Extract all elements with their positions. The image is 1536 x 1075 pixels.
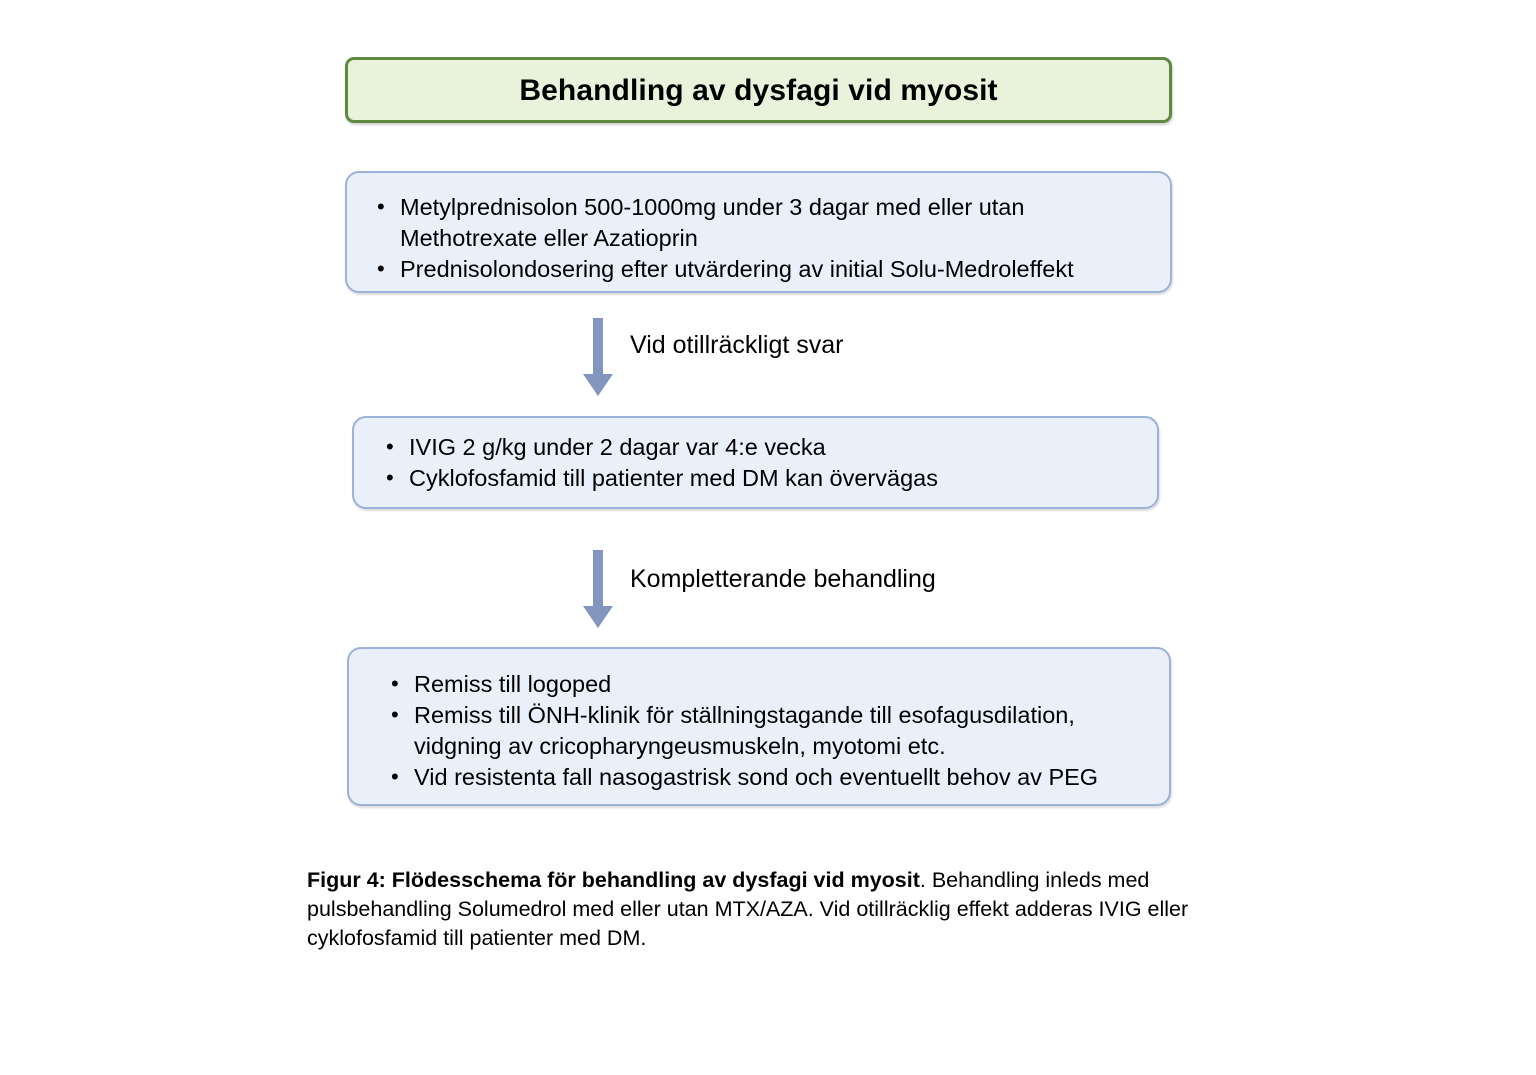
arrow-head (583, 606, 613, 628)
arrow-shaft (593, 550, 603, 608)
connector-label-1: Vid otillräckligt svar (630, 331, 844, 359)
list-item: • Cyklofosfamid till patienter med DM kan övervägas (409, 463, 1117, 494)
step-3-bullet-list (414, 669, 1169, 793)
flowchart-step-box-1 (345, 171, 1172, 293)
flow-arrow-down-icon-1 (583, 318, 613, 396)
flowchart-title-box (345, 57, 1172, 123)
flowchart-step-box-3 (347, 647, 1171, 806)
list-item: • Remiss till logoped (414, 669, 1147, 700)
figure-caption (307, 866, 1237, 953)
arrow-shaft (593, 318, 603, 376)
figure-caption-body: . Behandling inleds med pulsbehandling Solumedrol med eller utan MTX/AZA. Vid otillräcklig effekt adderas IVIG eller cyklofosfamid till patienter med DM. (307, 868, 1189, 950)
list-item: • Vid resistenta fall nasogastrisk sond och eventuellt behov av PEG (414, 762, 1147, 793)
flow-arrow-down-icon-2 (583, 550, 613, 628)
step-2-bullet-list (409, 432, 1157, 494)
list-item: • Metylprednisolon 500-1000mg under 3 dagar med eller utan Methotrexate eller Azatioprin (400, 192, 1110, 254)
connector-label-2: Kompletterande behandling (630, 565, 936, 593)
arrow-head (583, 374, 613, 396)
list-item: • IVIG 2 g/kg under 2 dagar var 4:e vecka (409, 432, 1117, 463)
flowchart-step-box-2 (352, 416, 1159, 509)
list-item: • Prednisolondosering efter utvärdering av initial Solu-Medroleffekt (400, 254, 1110, 285)
step-1-bullet-list (400, 192, 1170, 285)
figure-caption-lead: Figur 4: Flödesschema för behandling av dysfagi vid myosit (307, 868, 920, 892)
flowchart-title-text: Behandling av dysfagi vid myosit (519, 73, 998, 107)
list-item: • Remiss till ÖNH-klinik för ställningstagande till esofagusdilation, vidgning av cricopharyngeusmuskeln, myotomi etc. (414, 700, 1147, 762)
